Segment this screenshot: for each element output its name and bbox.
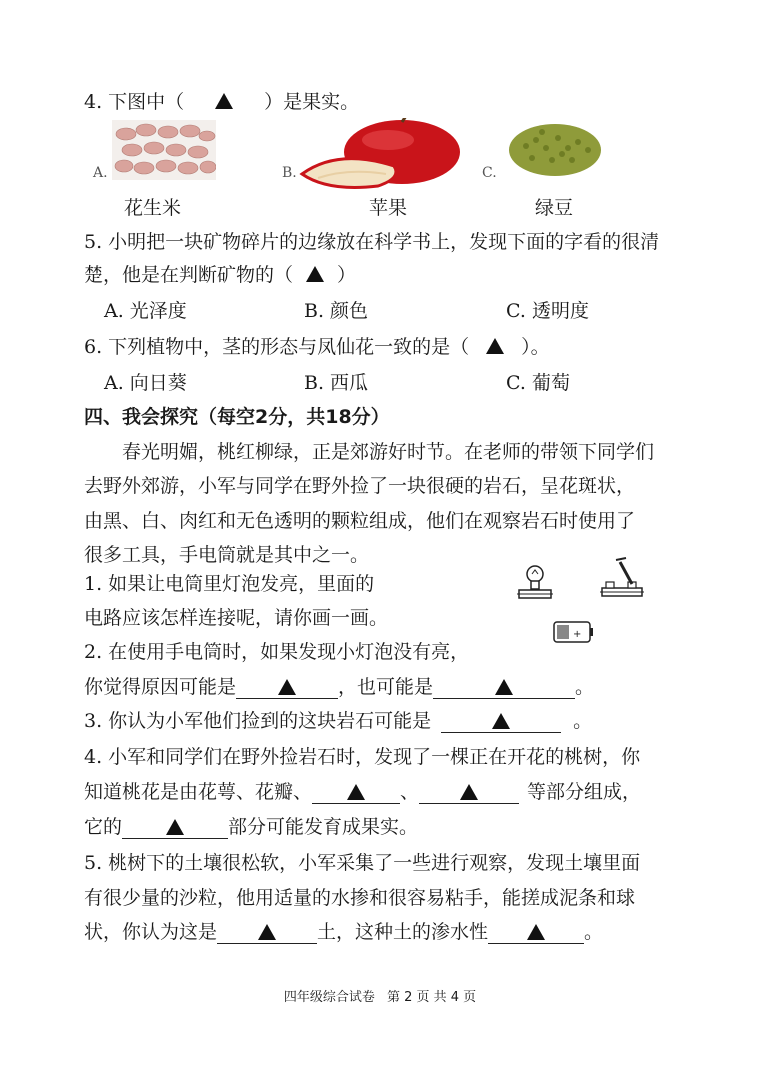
- sub-question-4-line2: 知道桃花是由花萼、花瓣、 、 等部分组成，: [84, 781, 642, 803]
- q6-option-c[interactable]: C. 葡萄: [506, 372, 570, 394]
- answer-blank[interactable]: [122, 816, 228, 839]
- sub-question-5-line3: 状，你认为这是 土，这种土的渗水性 。: [84, 921, 604, 943]
- question-5-line1: 5. 小明把一块矿物碎片的边缘放在科学书上，发现下面的字看的很清: [84, 231, 660, 253]
- q5-option-b[interactable]: B. 颜色: [304, 300, 369, 322]
- sub-question-5-line1: 5. 桃树下的土壤很松软，小军采集了一些进行观察，发现土壤里面: [84, 852, 641, 874]
- passage-line: 很多工具，手电筒就是其中之一。: [84, 544, 370, 566]
- mung-beans-photo-icon: [506, 118, 604, 178]
- triangle-marker-icon: [306, 266, 324, 282]
- caption-c: 绿豆: [535, 197, 574, 219]
- option-letter-b: B.: [282, 165, 297, 181]
- answer-slot[interactable]: [293, 263, 337, 287]
- q6-option-a[interactable]: A. 向日葵: [104, 372, 187, 394]
- light-bulb-icon: [515, 560, 555, 602]
- answer-blank[interactable]: [441, 710, 561, 733]
- triangle-marker-icon: [215, 93, 233, 109]
- triangle-marker-icon: [258, 924, 276, 940]
- triangle-marker-icon: [486, 338, 504, 354]
- answer-blank[interactable]: [488, 921, 584, 944]
- answer-blank[interactable]: [217, 921, 317, 944]
- battery-icon: [551, 618, 595, 646]
- triangle-marker-icon: [347, 784, 365, 800]
- question-6: 6. 下列植物中，茎的形态与凤仙花一致的是（ ）。: [84, 336, 550, 358]
- sub-question-3: 3. 你认为小军他们捡到的这块岩石可能是 。: [84, 710, 593, 732]
- sub-question-1-line2: 电路应该怎样连接呢，请你画一画。: [84, 607, 389, 629]
- sub-question-2-line1: 2. 在使用手电筒时，如果发现小灯泡没有亮，: [84, 641, 470, 663]
- answer-blank[interactable]: [419, 781, 519, 804]
- section-4-title: 四、我会探究（每空2分，共18分）: [84, 406, 390, 428]
- caption-b: 苹果: [369, 197, 408, 219]
- sub-question-4-line1: 4. 小军和同学们在野外捡岩石时，发现了一棵正在开花的桃树，你: [84, 746, 641, 768]
- triangle-marker-icon: [166, 819, 184, 835]
- triangle-marker-icon: [527, 924, 545, 940]
- answer-blank[interactable]: [236, 676, 338, 699]
- triangle-marker-icon: [460, 784, 478, 800]
- answer-blank[interactable]: [312, 781, 400, 804]
- passage-line: 由黑、白、肉红和无色透明的颗粒组成，他们在观察岩石时使用了: [84, 510, 636, 532]
- triangle-marker-icon: [278, 679, 296, 695]
- sub-question-5-line2: 有很少量的沙粒，他用适量的水掺和很容易粘手，能搓成泥条和球: [84, 887, 636, 909]
- triangle-marker-icon: [495, 679, 513, 695]
- sub-question-1-line1: 1. 如果让电筒里灯泡发亮，里面的: [84, 573, 375, 595]
- svg-text:+: +: [573, 629, 582, 640]
- question-5-line2: 楚，他是在判断矿物的（ ）: [84, 264, 357, 286]
- knife-switch-icon: [598, 556, 646, 602]
- page-number: 第 2 页 共 4 页: [386, 990, 477, 1005]
- passage-line: 去野外郊游，小军与同学在野外捡了一块很硬的岩石，呈花斑状，: [84, 475, 636, 497]
- page-footer: [0, 986, 760, 1005]
- option-letter-c: C.: [482, 165, 497, 181]
- passage-line: 春光明媚，桃红柳绿，正是郊游好时节。在老师的带领下同学们: [122, 441, 655, 463]
- q5-option-c[interactable]: C. 透明度: [506, 300, 589, 322]
- peanut-kernels-photo-icon: [112, 120, 216, 180]
- answer-slot[interactable]: [184, 90, 264, 114]
- q5-option-a[interactable]: A. 光泽度: [104, 300, 187, 322]
- sub-question-4-line3: 它的 部分可能发育成果实。: [84, 816, 419, 838]
- q6-option-b[interactable]: B. 西瓜: [304, 372, 369, 394]
- caption-a: 花生米: [124, 197, 182, 219]
- answer-slot[interactable]: [469, 335, 521, 359]
- option-letter-a: A.: [93, 165, 108, 181]
- apple-photo-icon: [298, 118, 468, 192]
- question-4: 4. 下图中（ ）是果实。: [84, 91, 360, 113]
- exam-name: 四年级综合试卷: [283, 990, 375, 1005]
- answer-blank[interactable]: [433, 676, 575, 699]
- sub-question-2-line2: 你觉得原因可能是 ，也可能是 。: [84, 676, 595, 698]
- triangle-marker-icon: [492, 713, 510, 729]
